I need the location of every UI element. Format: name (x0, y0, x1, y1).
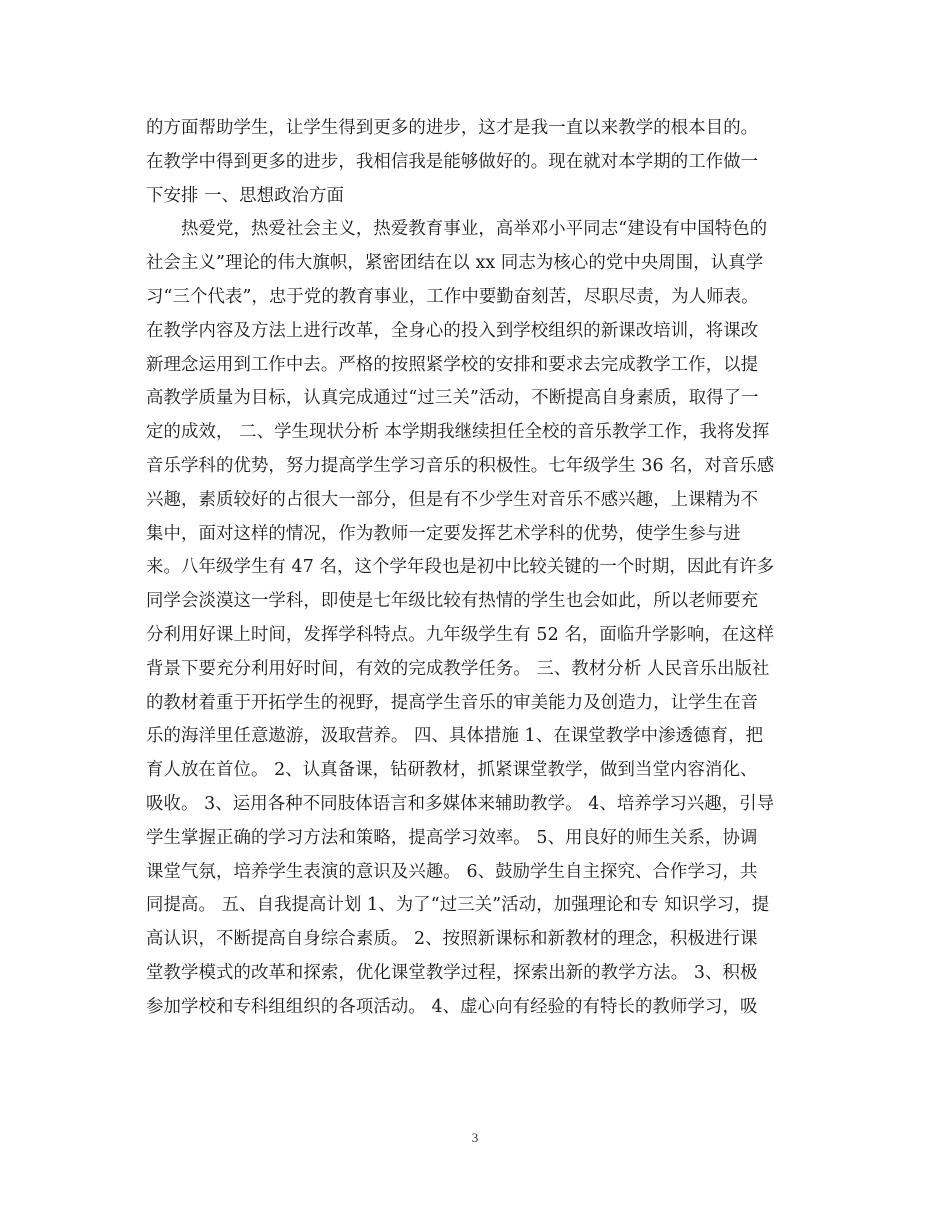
text-line: 的方面帮助学生，让学生得到更多的进步，这才是我一直以来教学的根本目的。 (146, 118, 759, 138)
text-line: 吸收。 3、运用各种不同肢体语言和多媒体来辅助教学。 4、培养学习兴趣，引导 (146, 793, 775, 814)
text-line: 定的成效， 二、学生现状分析 本学期我继续担任全校的音乐教学工作，我将发挥 (146, 422, 770, 443)
text-line: 乐的海洋里任意遨游，汲取营养。 四、具体措施 1、在课堂教学中渗透德育，把 (146, 726, 764, 747)
text-line: 集中，面对这样的情况，作为教师一定要发挥艺术学科的优势，使学生参与进 (146, 523, 741, 544)
text-line: 参加学校和专科组组织的各项活动。 4、虚心向有经验的有特长的教师学习，吸 (146, 996, 758, 1017)
paragraph-first-line: 热爱党，热爱社会主义，热爱教育事业，高举邓小平同志“建设有中国特色的 (181, 219, 768, 240)
text-line: 下安排 一、思想政治方面 (146, 185, 345, 206)
text-line: 新理念运用到工作中去。严格的按照紧学校的安排和要求去完成教学工作，以提 (146, 354, 759, 375)
body-text (146, 112, 806, 1025)
text-line: 背景下要充分利用好时间，有效的完成教学任务。 三、教材分析 人民音乐出版社 (146, 658, 770, 679)
text-line: 学生掌握正确的学习方法和策略，提高学习效率。 5、用良好的师生关系，协调 (146, 827, 758, 848)
text-line: 的教材着重于开拓学生的视野，提高学生音乐的审美能力及创造力，让学生在音 (146, 692, 759, 713)
text-line: 育人放在首位。 2、认真备课，钻研教材，抓紧课堂教学，做到当堂内容消化、 (146, 760, 758, 781)
text-line: 课堂气氛，培养学生表演的意识及兴趣。 6、鼓励学生自主探究、合作学习，共 (146, 861, 758, 882)
text-line: 分利用好课上时间，发挥学科特点。九年级学生有 52 名，面临升学影响，在这样 (146, 624, 775, 645)
text-line: 在教学内容及方法上进行改革，全身心的投入到学校组织的新课改培训，将课改 (146, 320, 759, 341)
text-line: 同提高。 五、自我提高计划 1、为了“过三关”活动，加强理论和专 知识学习，提 (146, 895, 770, 916)
text-line: 堂教学模式的改革和探索，优化课堂教学过程，探索出新的教学方法。 3、积极 (146, 962, 758, 983)
text-line: 同学会淡漠这一学科，即使是七年级比较有热情的学生也会如此，所以老师要充 (146, 591, 759, 612)
text-line: 习“三个代表”，忠于党的教育事业，工作中要勤奋刻苦，尽职尽责，为人师表。 (146, 286, 759, 307)
text-line: 音乐学科的优势，努力提高学生学习音乐的积极性。七年级学生 36 名，对音乐感 (146, 455, 775, 476)
text-line: 高教学质量为目标，认真完成通过“过三关”活动，不断提高自身素质，取得了一 (146, 388, 759, 409)
text-line: 高认识，不断提高自身综合素质。 2、按照新课标和新教材的理念，积极进行课 (146, 929, 758, 950)
text-line: 兴趣，素质较好的占很大一部分，但是有不少学生对音乐不感兴趣，上课精为不 (146, 489, 759, 510)
text-line: 社会主义”理论的伟大旗帜，紧密团结在以 xx 同志为核心的党中央周围，认真学 (146, 253, 764, 274)
page-number: 3 (471, 1130, 479, 1145)
text-line: 来。八年级学生有 47 名，这个学年段也是初中比较关键的一个时期，因此有许多 (146, 557, 775, 578)
text-line: 在教学中得到更多的进步，我相信我是能够做好的。现在就对本学期的工作做一 (146, 151, 759, 172)
